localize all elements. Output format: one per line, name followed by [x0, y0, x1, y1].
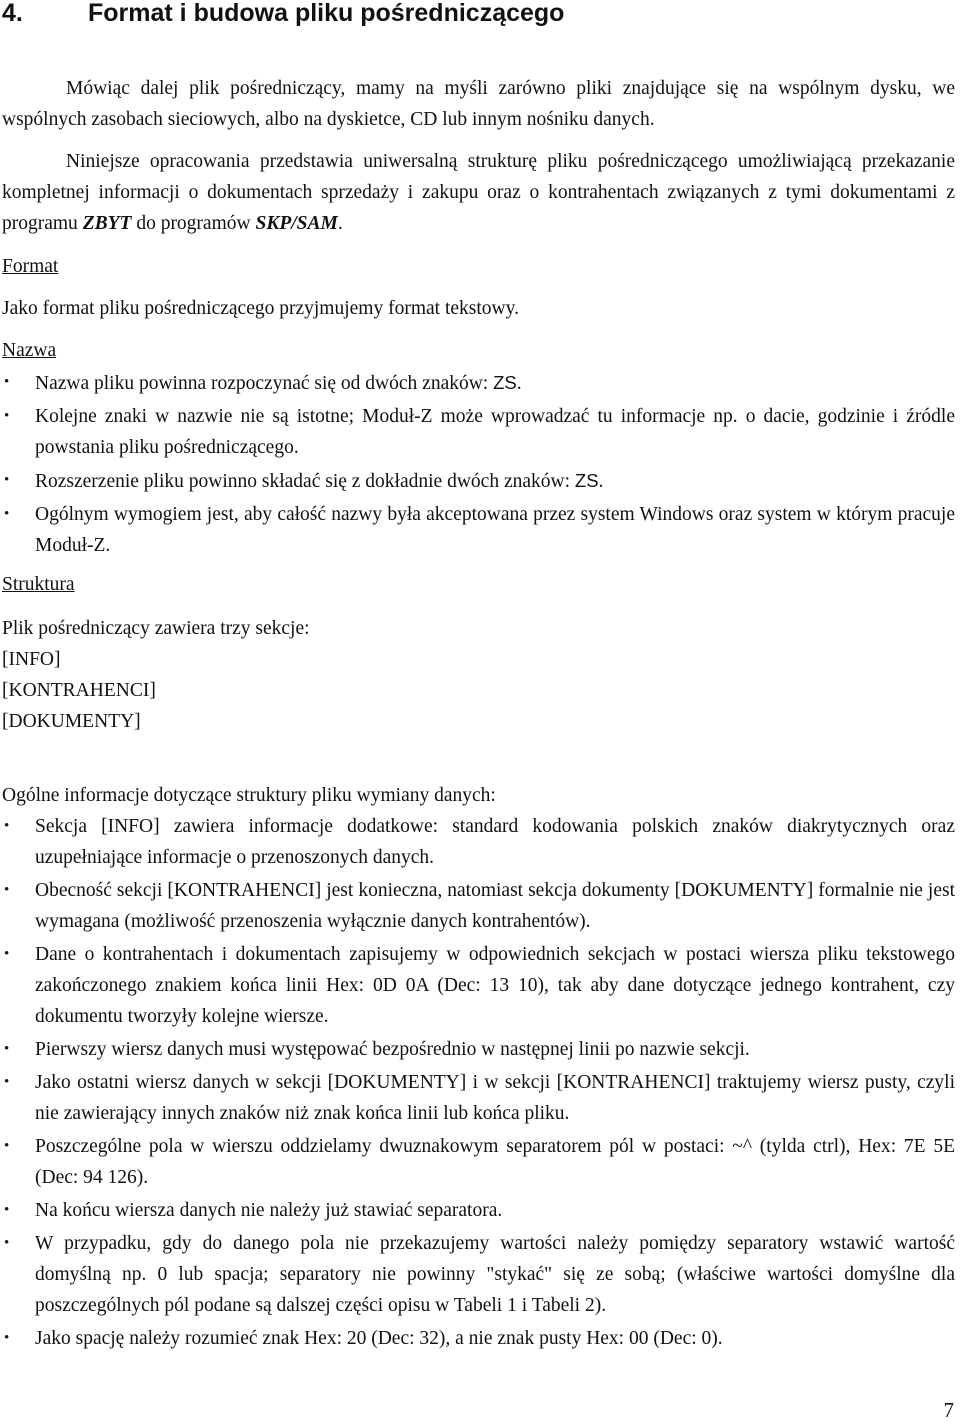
- section-name-kontrahenci: [KONTRAHENCI]: [2, 680, 156, 701]
- intro-text-a: Niniejsze opracowania przedstawia uniwersalną strukturę pliku pośredniczącego umożliwiającą przekazanie kompletnej informacji o dokumentach sprzedaży i zakupu oraz o kontrahentach związanych z tymi dokumentami z programu: [2, 151, 955, 234]
- format-heading: Format: [2, 256, 59, 277]
- bullet-icon: •: [4, 1138, 10, 1154]
- bullet-icon: •: [4, 1074, 10, 1090]
- bullet-icon: •: [4, 818, 10, 834]
- bullet-icon: •: [4, 1235, 10, 1251]
- page-number: 7: [943, 1398, 954, 1422]
- format-text: Jako format pliku pośredniczącego przyjmujemy format tekstowy.: [2, 298, 519, 319]
- intro-paragraph-1: Mówiąc dalej plik pośredniczący, mamy na myśli zarówno pliki znajdujące się na wspólnym dysku, we wspólnych zasobach sieciowych, albo na dyskietce, CD lub innym nośniku danych.: [2, 78, 955, 130]
- program-name-zbyt: ZBYT: [82, 213, 132, 234]
- section-title: Format i budowa pliku pośredniczącego: [88, 0, 565, 27]
- bullet-icon: •: [4, 946, 10, 962]
- code-zs: ZS: [574, 470, 599, 491]
- section-number: 4.: [2, 0, 23, 27]
- section-name-dokumenty: [DOKUMENTY]: [2, 711, 141, 732]
- struktura-intro: Plik pośredniczący zawiera trzy sekcje:: [2, 618, 310, 639]
- struktura-heading: Struktura: [2, 574, 75, 595]
- section-heading: [2, 0, 564, 28]
- bullet-icon: •: [4, 1202, 10, 1218]
- list-item: • Ogólnym wymogiem jest, aby całość nazwy była akceptowana przez system Windows oraz system w którym pracuje Moduł-Z.: [0, 499, 955, 561]
- bullet-icon: •: [4, 1041, 10, 1057]
- bullet-icon: •: [4, 408, 10, 424]
- list-item: • Kolejne znaki w nazwie nie są istotne; Moduł-Z może wprowadzać tu informacje np. o dacie, godzinie i źródle powstania pliku pośredniczącego.: [0, 401, 955, 463]
- program-name-skp: SKP/SAM: [255, 213, 338, 234]
- section-name-info: [INFO]: [2, 649, 61, 670]
- bullet-icon: •: [4, 882, 10, 898]
- list-item: • Sekcja [INFO] zawiera informacje dodatkowe: standard kodowania polskich znaków diakrytycznych oraz uzupełniające informacje o przenoszonych danych.: [0, 811, 955, 873]
- bullet-icon: •: [4, 1330, 10, 1346]
- list-item: • Poszczególne pola w wierszu oddzielamy dwuznakowym separatorem pól w postaci: ~^ (tylda ctrl), Hex: 7E 5E (Dec: 94 126).: [0, 1131, 955, 1193]
- bullet-icon: •: [4, 472, 10, 488]
- ogolne-heading: Ogólne informacje dotyczące struktury pliku wymiany danych:: [2, 785, 496, 806]
- list-item: • Pierwszy wiersz danych musi występować bezpośrednio w następnej linii po nazwie sekcji.: [0, 1034, 955, 1065]
- list-item: • Dane o kontrahentach i dokumentach zapisujemy w odpowiednich sekcjach w postaci wiersza pliku tekstowego zakończonego znakiem końca linii Hex: 0D 0A (Dec: 13 10), tak aby dane dotyczące jednego kontrahent, czy dokumentu tworzyły kolejne wiersze.: [0, 939, 955, 1032]
- list-item: • Rozszerzenie pliku powinno składać się z dokładnie dwóch znaków: ZS.: [0, 465, 955, 497]
- intro-text-b: do programów: [131, 213, 256, 234]
- bullet-icon: •: [4, 374, 10, 390]
- list-item: • Jako spację należy rozumieć znak Hex: 20 (Dec: 32), a nie znak pusty Hex: 00 (Dec: 0).: [0, 1323, 955, 1354]
- list-item: • Obecność sekcji [KONTRAHENCI] jest konieczna, natomiast sekcja dokumenty [DOKUMENTY] formalnie nie jest wymagana (możliwość przenoszenia wyłącznie danych kontrahentów).: [0, 875, 955, 937]
- nazwa-heading: Nazwa: [2, 340, 57, 361]
- intro-text-c: .: [337, 213, 343, 234]
- list-item: • Na końcu wiersza danych nie należy już stawiać separatora.: [0, 1195, 955, 1226]
- bullet-icon: •: [4, 506, 10, 522]
- code-zs: ZS: [493, 372, 517, 393]
- list-item: • Nazwa pliku powinna rozpoczynać się od dwóch znaków: ZS.: [0, 367, 955, 399]
- intro-paragraph-2: [2, 146, 955, 239]
- list-item: • Jako ostatni wiersz danych w sekcji [DOKUMENTY] i w sekcji [KONTRAHENCI] traktujemy wiersz pusty, czyli nie zawierający innych znaków niż znak końca linii lub końca pliku.: [0, 1067, 955, 1129]
- list-item: • W przypadku, gdy do danego pola nie przekazujemy wartości należy pomiędzy separatory wstawić wartość domyślną np. 0 lub spacja; separatory nie powinny "stykać" się ze sobą; (właściwe wartości domyślne dla poszczególnych pól podane są dalszej części opisu w Tabeli 1 i Tabeli 2).: [0, 1228, 955, 1321]
- ogolne-list: [0, 811, 955, 1354]
- nazwa-list: [0, 367, 955, 561]
